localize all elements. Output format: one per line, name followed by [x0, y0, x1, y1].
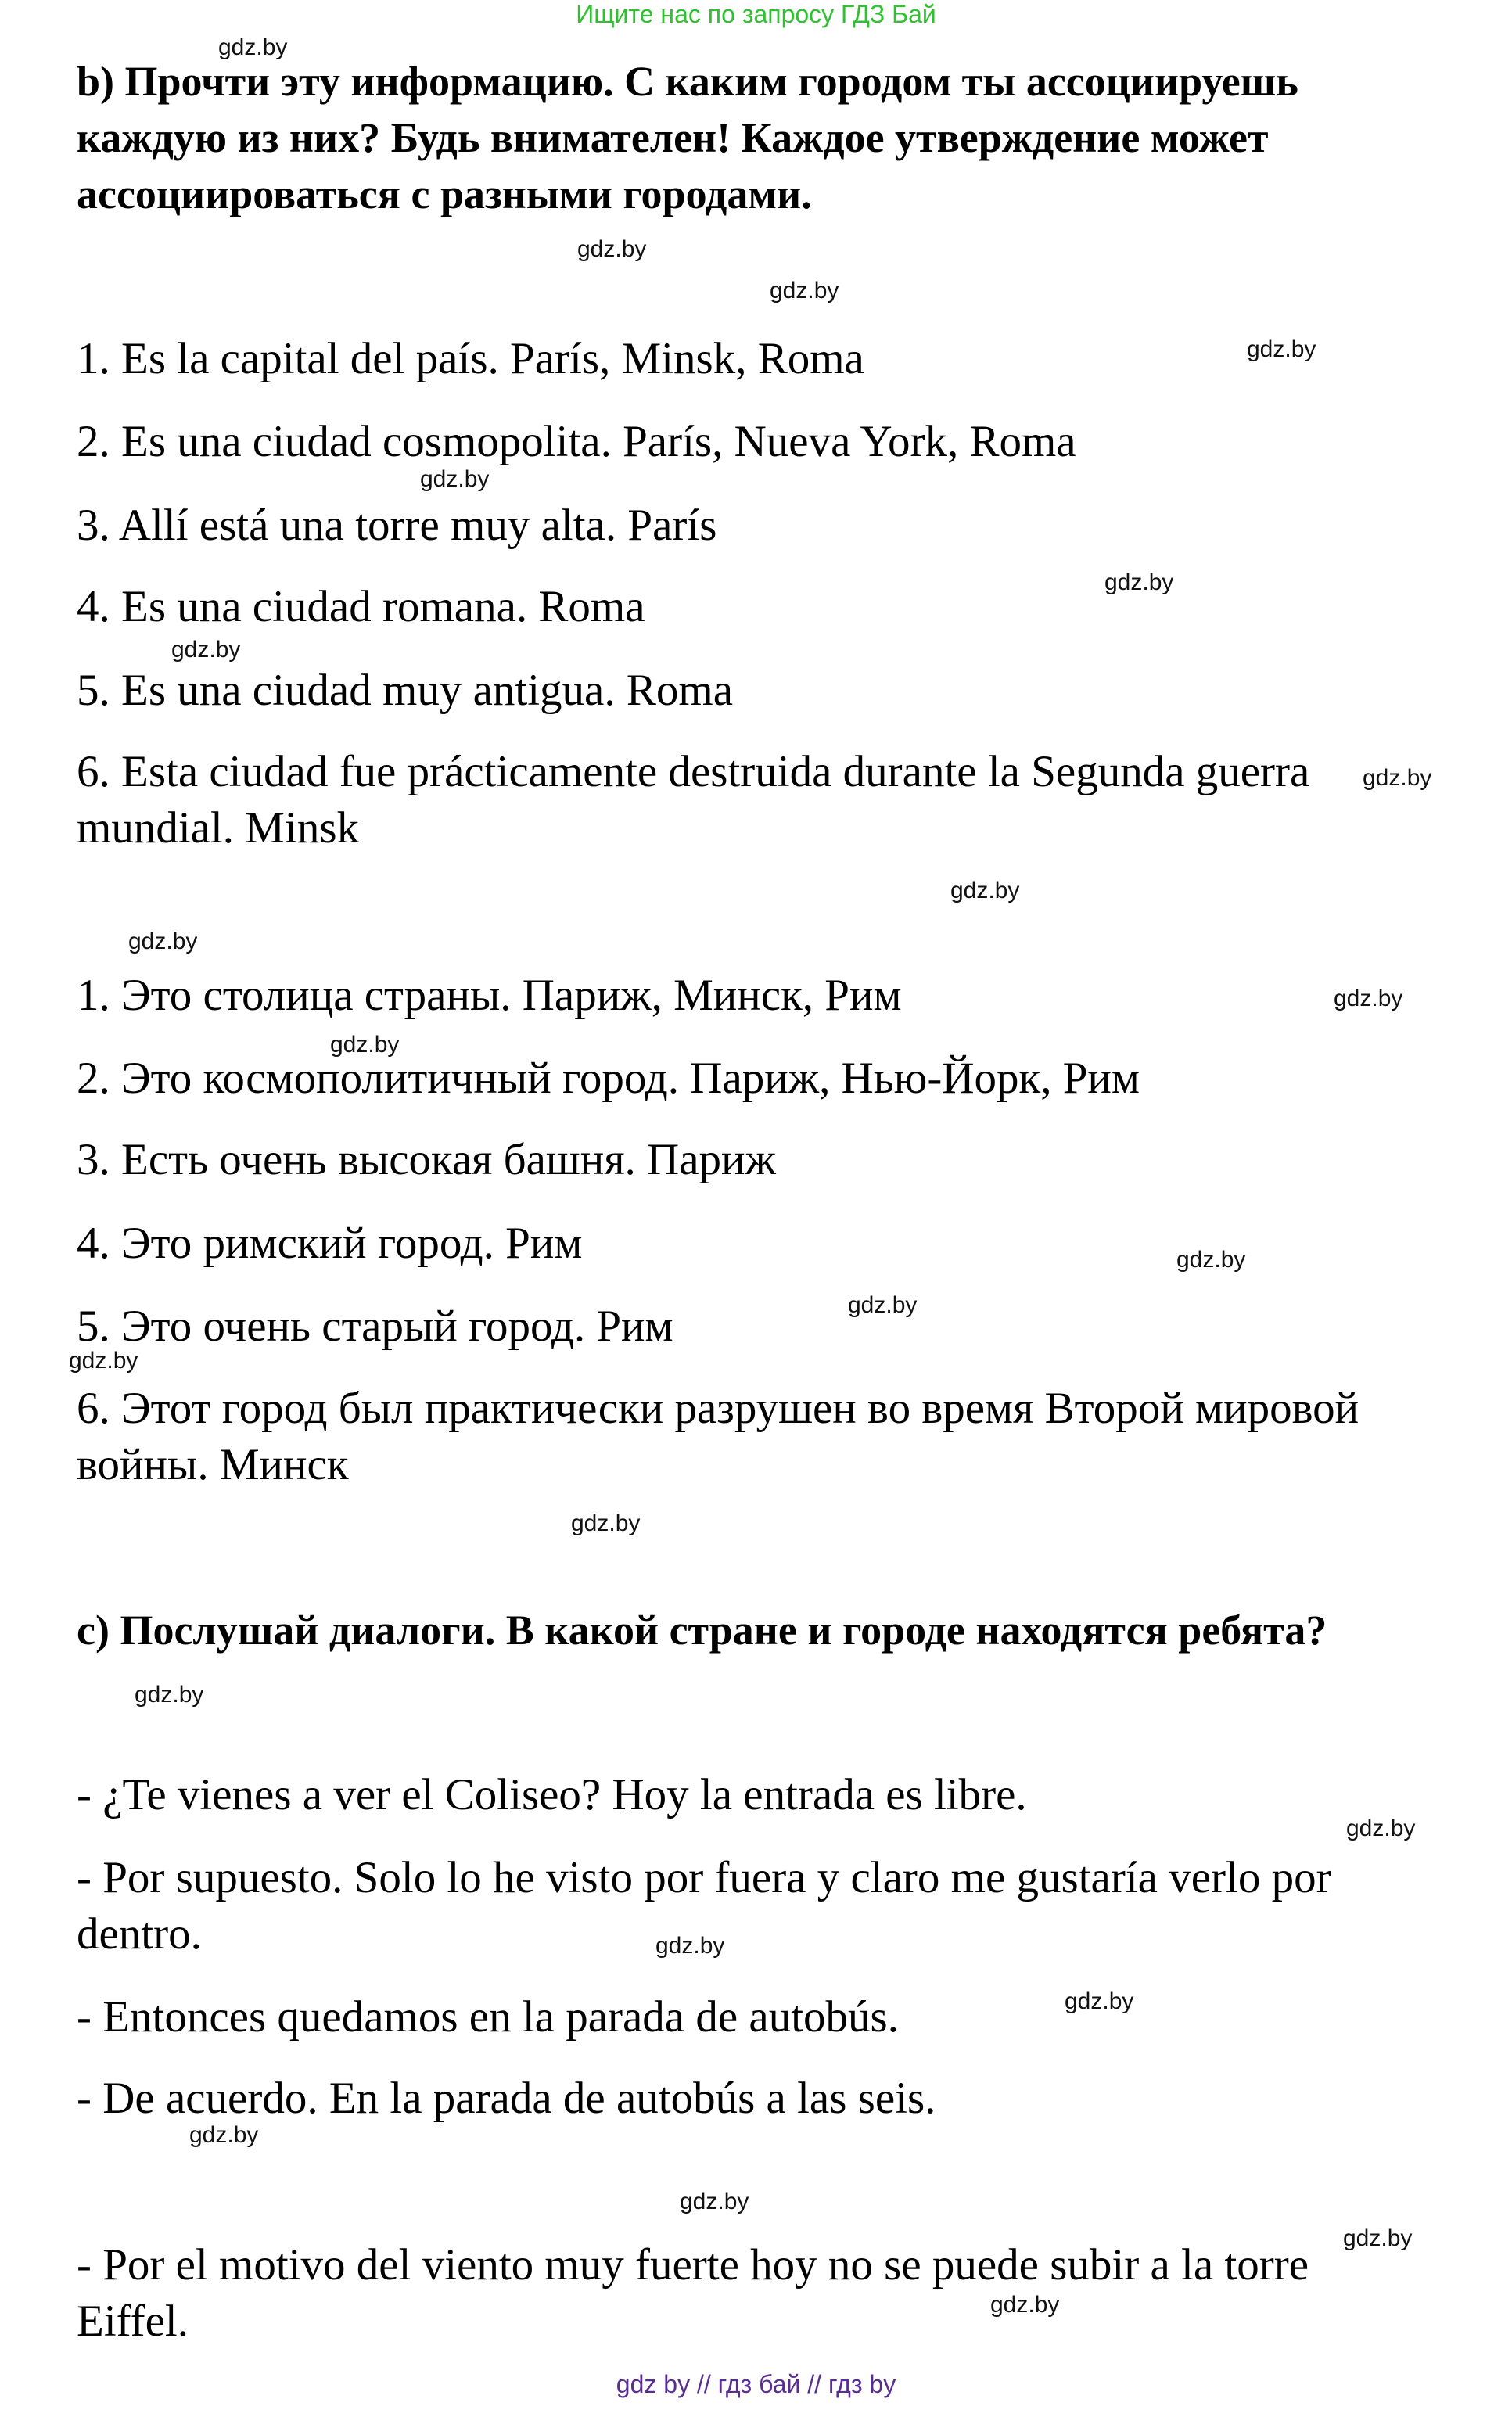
watermark: gdz.by	[1363, 765, 1432, 791]
heading-line: c) Послушай диалоги. В какой стране и городе находятся ребята?	[77, 1607, 1327, 1654]
watermark: gdz.by	[1247, 336, 1316, 362]
russian-item-1	[77, 968, 902, 1024]
item-text: 3. Allí está una torre muy alta. París	[77, 501, 717, 550]
watermark: gdz.by	[420, 466, 490, 492]
heading-line: каждую из них? Будь внимателен! Каждое утверждение может	[77, 114, 1269, 161]
item-text: 2. Es una ciudad cosmopolita. París, Nueva York, Roma	[77, 417, 1076, 466]
item-text: 1. Es la capital del país. París, Minsk, Roma	[77, 334, 864, 383]
watermark: gdz.by	[1065, 1988, 1134, 2014]
section-b-heading	[77, 53, 1298, 222]
item-text: 4. Es una ciudad romana. Roma	[77, 582, 645, 631]
dialogue-text: - Por el motivo del viento muy fuerte hoy no se puede subir a la torre	[77, 2240, 1309, 2290]
watermark: gdz.by	[1104, 569, 1174, 595]
watermark: gdz.by	[571, 1510, 641, 1536]
watermark: gdz.by	[218, 34, 288, 60]
watermark: gdz.by	[128, 928, 198, 954]
dialogue-line-1	[77, 1767, 1027, 1823]
watermark: gdz.by	[848, 1292, 918, 1318]
item-text: mundial. Minsk	[77, 803, 360, 853]
dialogue-line-5	[77, 2237, 1309, 2350]
item-text: 3. Есть очень высокая башня. Париж	[77, 1135, 776, 1184]
watermark: gdz.by	[655, 1933, 725, 1959]
section-c-heading	[77, 1602, 1327, 1658]
watermark: gdz.by	[69, 1348, 138, 1374]
watermark: gdz.by	[770, 278, 839, 303]
watermark: gdz.by	[577, 236, 647, 262]
dialogue-text: - Entonces quedamos en la parada de autobús.	[77, 1992, 899, 2042]
item-text: войны. Минск	[77, 1440, 349, 1489]
spanish-item-4	[77, 579, 645, 635]
russian-item-4	[77, 1216, 582, 1272]
heading-line: b) Прочти эту информацию. С каким городом ты ассоциируешь	[77, 58, 1298, 105]
watermark: gdz.by	[189, 2122, 259, 2148]
watermark: gdz.by	[1334, 986, 1403, 1011]
spanish-item-1	[77, 331, 864, 387]
dialogue-text: - Por supuesto. Solo lo he visto por fuera y claro me gustaría verlo por	[77, 1853, 1331, 1902]
russian-item-6	[77, 1381, 1359, 1493]
russian-item-2	[77, 1050, 1140, 1107]
footer-banner: gdz by // гдз бай // гдз by	[616, 2370, 896, 2398]
item-text: 5. Es una ciudad muy antigua. Roma	[77, 666, 733, 715]
dialogue-text: - De acuerdo. En la parada de autobús a las seis.	[77, 2074, 936, 2123]
heading-line: ассоциироваться с разными городами.	[77, 171, 812, 217]
spanish-item-6	[77, 744, 1309, 857]
watermark: gdz.by	[135, 1682, 204, 1708]
item-text: 4. Это римский город. Рим	[77, 1219, 583, 1268]
header-banner: Ищите нас по запросу ГДЗ Бай	[576, 0, 936, 28]
watermark: gdz.by	[990, 2292, 1060, 2318]
russian-item-3	[77, 1132, 776, 1188]
dialogue-line-4	[77, 2070, 936, 2127]
russian-item-5	[77, 1298, 673, 1355]
watermark: gdz.by	[950, 878, 1020, 903]
item-text: 6. Esta ciudad fue prácticamente destruida durante la Segunda guerra	[77, 747, 1310, 796]
watermark: gdz.by	[1176, 1247, 1246, 1273]
dialogue-text: dentro.	[77, 1909, 202, 1959]
spanish-item-5	[77, 663, 733, 719]
dialogue-line-3	[77, 1989, 899, 2045]
watermark: gdz.by	[171, 637, 241, 663]
item-text: 2. Это космополитичный город. Париж, Нью-Йорк, Рим	[77, 1054, 1140, 1103]
watermark: gdz.by	[1346, 1815, 1416, 1841]
spanish-item-2	[77, 414, 1076, 470]
dialogue-text: Eiffel.	[77, 2297, 189, 2346]
item-text: 5. Это очень старый город. Рим	[77, 1302, 673, 1351]
dialogue-text: - ¿Te vienes a ver el Coliseo? Hoy la entrada es libre.	[77, 1770, 1027, 1819]
spanish-item-3	[77, 497, 716, 554]
item-text: 6. Этот город был практически разрушен во время Второй мировой	[77, 1384, 1359, 1433]
watermark: gdz.by	[680, 2189, 749, 2214]
watermark: gdz.by	[330, 1032, 400, 1058]
item-text: 1. Это столица страны. Париж, Минск, Рим	[77, 971, 902, 1020]
watermark: gdz.by	[1343, 2225, 1413, 2251]
